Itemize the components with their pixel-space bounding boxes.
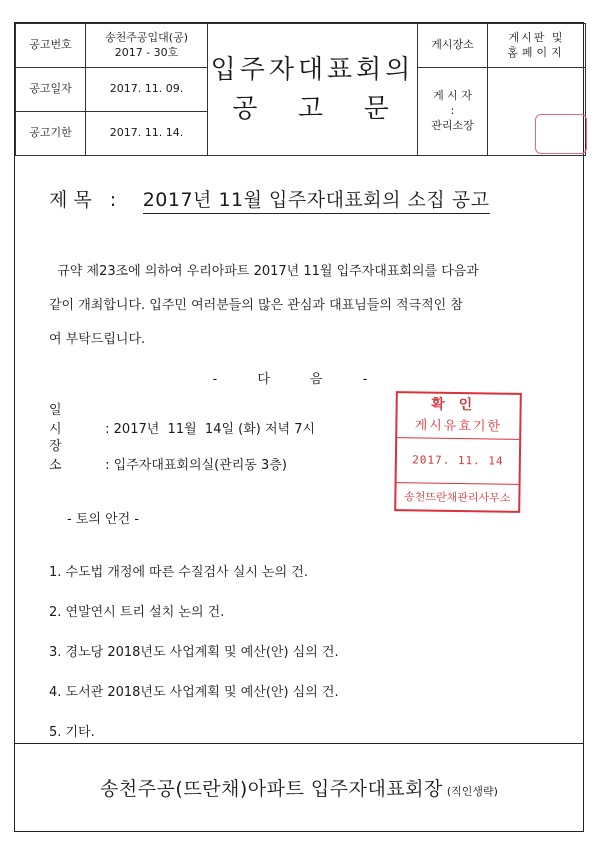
subject-line [49, 185, 490, 212]
title-line2 [208, 90, 417, 129]
datetime-value: : 2017년 11월 14일 (화) 저녁 7시 [105, 422, 316, 437]
title-char-1: 공 [232, 93, 262, 124]
notice-no-label: 공고번호 [16, 24, 86, 68]
poster-label-1: 게 시 자 [433, 89, 472, 103]
notice-period-label: 공고기한 [16, 112, 86, 156]
footer-org: 송천주공(뜨란채)아파트 입주자대표회장 [100, 778, 443, 800]
agenda-item: 3. 경노당 2018년도 사업계획 및 예산(안) 심의 건. [49, 645, 339, 660]
notice-frame [14, 22, 584, 832]
stamp-validity: 게시유효기한 [397, 415, 519, 440]
agenda-item: 4. 도서관 2018년도 사업계획 및 예산(안) 심의 건. [49, 685, 339, 700]
place-label: 장 소 [49, 439, 72, 473]
posting-place-value-2: 홈페이지 [507, 45, 566, 59]
posting-place-label: 게시장소 [418, 24, 488, 68]
notice-no-value-2: 2017 - 30호 [114, 45, 179, 59]
poster-label-2: : [450, 104, 455, 118]
footer-note: (직인생략) [446, 785, 498, 798]
poster-label [418, 68, 488, 156]
notice-no-value-1: 송천주공입대(공) [105, 30, 188, 44]
stamp-date: 2017. 11. 14 [397, 438, 520, 485]
page-title [208, 24, 418, 156]
place-row [49, 435, 287, 473]
poster-label-3: 관리소장 [431, 118, 474, 132]
notice-period-value: 2017. 11. 14. [86, 112, 208, 156]
official-seal-icon [535, 114, 587, 154]
confirmation-stamp [394, 391, 522, 513]
title-char-2: 고 [297, 93, 328, 124]
header-table [15, 23, 586, 156]
stamp-office: 송천뜨란채관리사무소 [404, 490, 511, 505]
stamp-confirm: 확인 [431, 396, 487, 414]
footer [15, 743, 583, 834]
title-char-3: 문 [363, 93, 393, 124]
agenda-item: 1. 수도법 개정에 따른 수질검사 실시 논의 건. [49, 565, 308, 580]
notice-date-label: 공고일자 [16, 68, 86, 112]
notice-no-value [86, 24, 208, 68]
body-line-2: 같이 개최합니다. 입주민 여러분들의 많은 관심과 대표님들의 적극적인 참 [49, 298, 463, 313]
agenda-item: 5. 기타. [49, 725, 95, 740]
body-line-3: 여 부탁드립니다. [49, 332, 146, 347]
body-line-1: 규약 제23조에 의하여 우리아파트 2017년 11월 입주자대표회의를 다음과 [49, 264, 479, 279]
notice-date-value: 2017. 11. 09. [86, 68, 208, 112]
subject-title: 2017년 11월 입주자대표회의 소집 공고 [143, 189, 490, 214]
dam-heading: - 다 음 - [212, 372, 386, 387]
posting-place-value [488, 24, 586, 68]
title-line1: 입주자대표회의 [210, 54, 415, 85]
agenda-item: 2. 연말연시 트리 설치 논의 건. [49, 605, 225, 620]
datetime-label: 일 시 [49, 403, 72, 437]
subject-label: 제목 : [49, 189, 123, 211]
place-value: : 입주자대표회의실(관리동 3층) [105, 458, 287, 473]
agenda-list [49, 553, 339, 753]
agenda-title: - 토의 안건 - [67, 512, 140, 527]
posting-place-value-1: 게시판 및 [508, 30, 565, 44]
body-paragraph [49, 255, 549, 357]
datetime-row [49, 399, 315, 437]
